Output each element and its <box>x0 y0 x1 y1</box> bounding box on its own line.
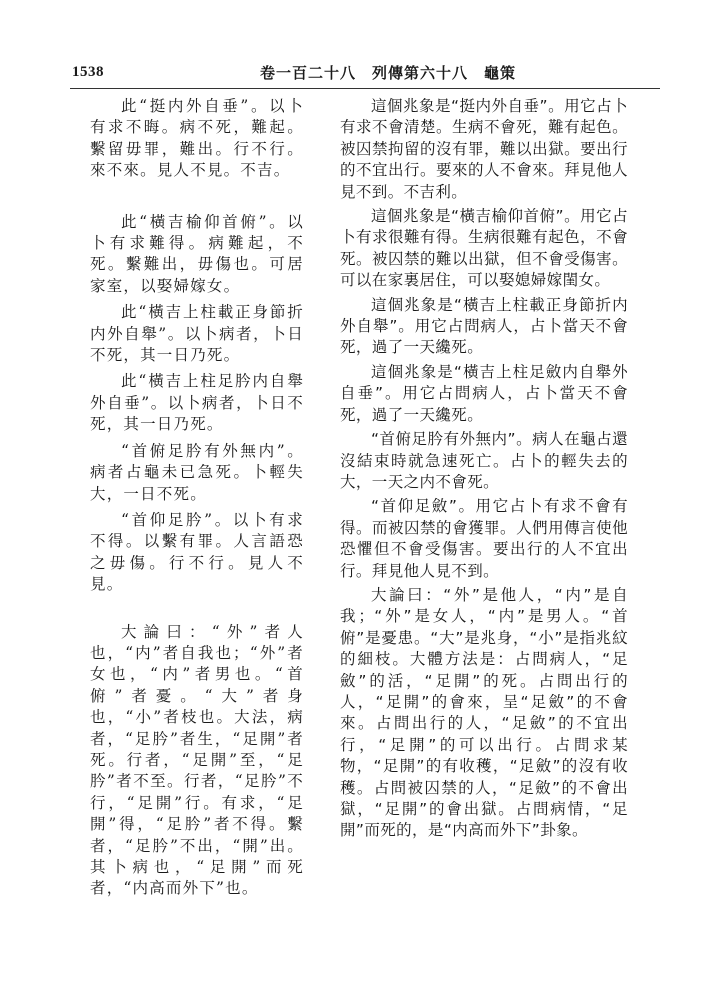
header-rule <box>70 88 660 89</box>
classical-paragraph: 此“橫吉榆仰首俯”。以卜有求難得。病難起，不死。繫難出，毋傷也。可居家室，以娶婦嫁女。 <box>90 212 304 295</box>
translation-paragraph: “首仰足斂”。用它占卜有求不會有得。而被囚禁的會獲罪。人們用傳言使他恐懼但不會受傷害。要出行的人不宜出行。拜見他人見不到。 <box>340 497 628 580</box>
classical-paragraph: 此“橫吉上柱足肣内自舉外自垂”。以卜病者，卜日不死，其一日乃死。 <box>90 372 304 434</box>
translation-paragraph: 大論曰：“外”是他人，“内”是自我；“外”是女人，“内”是男人。“首俯”是憂患。“大”是兆身，“小”是指兆紋的細枝。大體方法是：占問病人，“足斂”的活，“足開”的死。占問出行的人，“足開”的會來，呈“足斂”的不會來。占問出行的人，“足斂”的不宜出行，“足開”的可以出行。占問求某物，“足開”的有收穫，“足斂”的沒有收穫。占問被囚禁的人，“足斂”的不會出獄，“足開”的會出獄。占問病情，“足開”而死的，是“内高而外下”卦象。 <box>340 585 628 840</box>
classical-paragraph: “首俯足肣有外無内”。病者占龜未已急死。卜輕失大，一日不死。 <box>90 441 304 503</box>
page-number: 1538 <box>72 64 104 80</box>
classical-paragraph: 大論曰：“外”者人也，“内”者自我也；“外”者女也，“内”者男也。“首俯”者憂。“大”者身也，“小”者枝也。大法，病者，“足肣”者生，“足開”者死。行者，“足開”至，“足肣”者不至。行者，“足肣”不行，“足開”行。有求，“足開”得，“足肣”者不得。繫者，“足肣”不出，“開”出。其卜病也，“足開”而死者，“内高而外下”也。 <box>90 622 304 898</box>
classical-paragraph: 此“挺内外自垂”。以卜有求不晦。病不死，難起。繫留毋罪，難出。行不行。來不來。見人不見。不吉。 <box>90 97 304 180</box>
classical-paragraph: 此“橫吉上柱載正身節折内外自舉”。以卜病者，卜日不死，其一日乃死。 <box>90 303 304 365</box>
translation-paragraph: “首俯足肣有外無内”。病人在龜占還沒結束時就急速死亡。占卜的輕失去的大，一天之内不會死。 <box>340 430 628 491</box>
classical-paragraph: “首仰足肣”。以卜有求不得。以繫有罪。人言語恐之毋傷。行不行。見人不見。 <box>90 510 304 594</box>
classical-text-column <box>90 96 304 900</box>
translation-paragraph: 這個兆象是“挺内外自垂”。用它占卜有求不會清楚。生病不會死，難有起色。被囚禁拘留的沒有罪，難以出獄。要出行的不宜出行。要來的人不會來。拜見他人見不到。不吉利。 <box>340 97 628 201</box>
running-header: 卷一百二十八 列傳第六十八 龜策 <box>260 64 517 82</box>
translation-column <box>340 96 628 842</box>
translation-paragraph: 這個兆象是“橫吉榆仰首俯”。用它占卜有求很難有得。生病很難有起色，不會死。被囚禁的難以出獄，但不會受傷害。可以在家裏居住，可以娶媳婦嫁閨女。 <box>340 207 628 290</box>
translation-paragraph: 這個兆象是“橫吉上柱載正身節折内外自舉”。用它占問病人，占卜當天不會死，過了一天纔死。 <box>340 295 628 357</box>
translation-paragraph: 這個兆象是“橫吉上柱足斂内自舉外自垂”。用它占問病人，占卜當天不會死，過了一天纔死。 <box>340 362 628 424</box>
